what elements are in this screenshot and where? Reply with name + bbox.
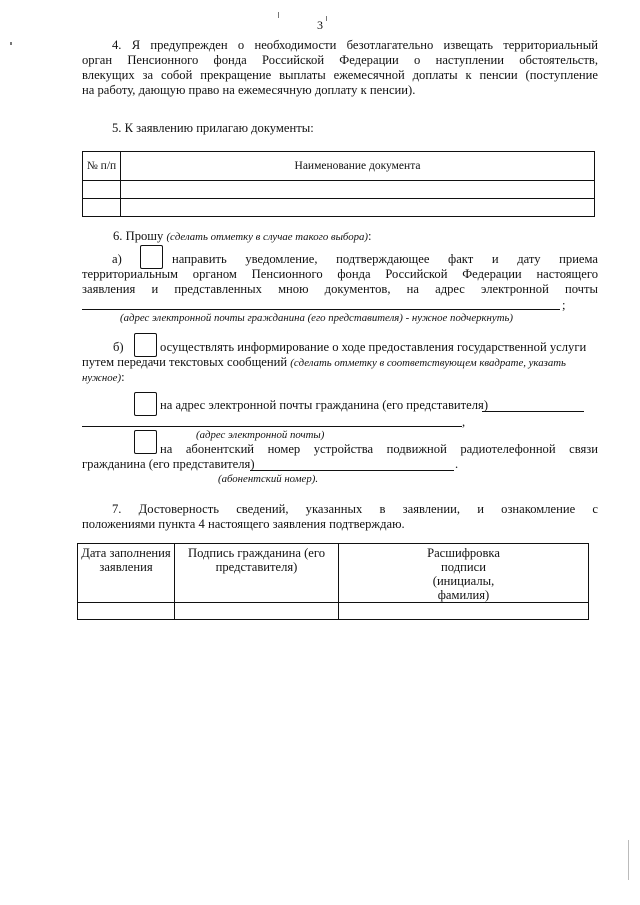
table-row [83,199,595,217]
page-number: 3 [317,18,323,32]
table-header-row [78,544,589,603]
column-header-signature: Подпись гражданина (его представителя) [175,544,339,603]
option-b-note-end [82,370,125,386]
section-7-line: 7. Достоверность сведений, указанных в заявлении, и ознакомление с [112,502,598,516]
option-b-checkbox[interactable] [134,333,157,357]
scan-mark [628,840,629,880]
scan-mark [10,42,12,45]
option-a-email-field[interactable] [82,309,560,310]
email-option-line-end: , [462,415,466,429]
option-b-label: б) [113,340,124,354]
documents-table [82,151,595,217]
column-header-decode: Расшифровка подписи (инициалы, фамилия) [339,544,589,603]
option-a-label: а) [112,252,122,266]
option-b-note: (сделать отметку в соответствующем квадрате, указать [290,357,566,369]
signature-cell[interactable] [175,603,339,620]
table-row [78,603,589,620]
email-option-checkbox[interactable] [134,392,157,416]
table-row [83,181,595,199]
option-b-line: осуществлять информирование о ходе предоставления государственной услуги [160,340,587,354]
option-a-line: территориальным органом Пенсионного фонда Российской Федерации настоящего [82,267,598,281]
option-a-checkbox[interactable] [140,245,163,269]
decode-cell[interactable] [339,603,589,620]
section-4 [82,38,598,98]
column-header-document-name: Наименование документа [121,152,595,181]
option-a-line: направить уведомление, подтверждающее факт и дату приема [172,252,598,266]
email-option-caption: (адрес электронной почты) [196,429,325,441]
email-option-field[interactable] [82,426,462,427]
date-cell[interactable] [78,603,175,620]
section-6-intro-colon: : [368,229,372,243]
section-6-intro [113,229,372,245]
table-header-row [83,152,595,181]
phone-option-line: гражданина (его представителя) [82,457,255,471]
section-6-intro-note: (сделать отметку в случае такого выбора) [166,231,368,243]
option-b-line-text: путем передачи текстовых сообщений [82,355,288,369]
option-b-note: нужное) [82,372,122,384]
option-a-line: заявления и представленных мною документов, на адрес электронной почты [82,282,598,296]
option-a-caption: (адрес электронной почты гражданина (его представителя) - нужное подчеркнуть) [120,312,514,324]
phone-number-field[interactable] [250,470,454,471]
table-cell-number[interactable] [83,181,121,199]
phone-option-checkbox[interactable] [134,430,157,454]
option-a-line-end: ; [562,298,566,312]
phone-option-line: на абонентский номер устройства подвижной радиотелефонной связи [160,442,598,456]
table-cell-number[interactable] [83,199,121,217]
column-header-number: № п/п [83,152,121,181]
section-4-line: влекущих за собой прекращение выплаты ежемесячной доплаты к пенсии (поступление [82,68,598,82]
phone-option-caption: (абонентский номер). [218,473,319,485]
section-6-intro-text: 6. Прошу [113,229,164,243]
option-b-line [82,355,622,371]
phone-option-line-end: . [455,457,459,471]
section-4-line: на работу, дающую право на ежемесячную доплату к пенсии). [82,83,416,97]
section-4-line: орган Пенсионного фонда Российской Федерации о наступлении обстоятельств, [82,53,598,67]
section-5-title: 5. К заявлению прилагаю документы: [112,121,314,135]
email-option-label: на адрес электронной почты гражданина (его представителя) [160,398,489,412]
email-option-field-part[interactable] [482,411,584,412]
table-cell-document[interactable] [121,199,595,217]
section-4-line: 4. Я предупрежден о необходимости безотлагательно извещать территориальный [112,38,598,52]
column-header-date: Дата заполнения заявления [78,544,175,603]
option-b-colon: : [121,370,125,384]
signature-table [77,543,589,620]
table-cell-document[interactable] [121,181,595,199]
section-7-line: положениями пункта 4 настоящего заявления подтверждаю. [82,517,405,531]
